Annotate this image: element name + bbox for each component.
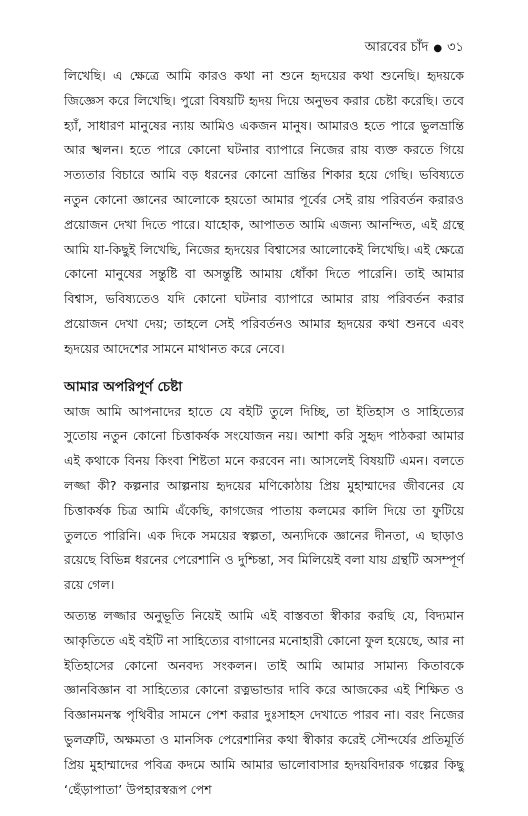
running-header: [64, 38, 464, 58]
body-paragraph-2: আজ আমি আপনাদের হাতে যে বইটি তুলে দিচ্ছি, তা ইতিহাস ও সাহিত্যের সুতোয় নতুন কোনো চিত্তাকর্ষক সংযোজন নয়। আশা করি সুহৃদ পাঠকরা আমার এই কথাকে বিনয় কিংবা শিষ্টতা মনে করবেন না। আসলেই বিষয়টি এমন। বলতে লজ্জা কী? কল্পনার আল্পনায় হৃদয়ের মণিকোঠায় প্রিয় মুহাম্মাদের জীবনের যে চিত্তাকর্ষক চিত্র আমি এঁকেছি, কাগজের পাতায় কলমের কালি দিয়ে তা ফুটিয়ে তুলতে পারিনি। এক দিকে সময়ের স্বল্পতা, অন্যদিকে জ্ঞানের দীনতা, এ ছাড়াও রয়েছে বিভিন্ন ধরনের পেরেশানি ও দুশ্চিন্তা, সব মিলিয়েই বলা যায় গ্রন্থটি অসম্পূর্ণ রয়ে গেল।: [64, 403, 464, 593]
body-paragraph-3: অত্যন্ত লজ্জার অনুভূতি নিয়েই আমি এই বাস্তবতা স্বীকার করছি যে, বিদ্যমান আকৃতিতে এই বইটি না সাহিত্যের বাগানের মনোহারী কোনো ফুল হয়েছে, আর না ইতিহাসের কোনো অনবদ্য সংকলন। তাই আমি আমার সামান্য কিতাবকে জ্ঞানবিজ্ঞান বা সাহিত্যের কোনো রত্নভান্ডার দাবি করে আজকের এই শিক্ষিত ও বিজ্ঞানমনস্ক পৃথিবীর সামনে পেশ করার দুঃসাহস দেখাতে পারব না। বরং নিজের ভুলত্রুটি, অক্ষমতা ও মানসিক পেরেশানির কথা স্বীকার করেই সৌন্দর্যের প্রতিমূর্তি প্রিয় মুহাম্মাদের পবিত্র কদমে আমি আমার ভালোবাসার হৃদয়বিদারক গল্পের কিছু ‘ছেঁড়াপাতা’ উপহারস্বরূপ পেশ: [64, 607, 464, 797]
body-paragraph-1: লিখেছি। এ ক্ষেত্রে আমি কারও কথা না শুনে হৃদয়ের কথা শুনেছি। হৃদয়কে জিজ্ঞেস করে লিখেছি। পুরো বিষয়টি হৃদয় দিয়ে অনুভব করার চেষ্টা করেছি। তবে হ্যাঁ, সাধারণ মানুষের ন্যায় আমিও একজন মানুষ। আমারও হতে পারে ভুলভ্রান্তি আর স্খলন। হতে পারে কোনো ঘটনার ব্যাপারে নিজের রায় ব্যক্ত করতে গিয়ে সত্যতার বিচারে আমি বড় ধরনের কোনো ভ্রান্তির শিকার হয়ে গেছি। ভবিষ্যতে নতুন কোনো জ্ঞানের আলোকে হয়তো আমার পূর্বের সেই রায় পরিবর্তন করারও প্রয়োজন দেখা দিতে পারে। যাহোক, আপাতত আমি এজন্য আনন্দিত, এই গ্রন্থে আমি যা-কিছুই লিখেছি, নিজের হৃদয়ের বিশ্বাসের আলোকেই লিখেছি। এই ক্ষেত্রে কোনো মানুষের সন্তুষ্টি বা অসন্তুষ্টি আমায় ধোঁকা দিতে পারেনি। তাই আমার বিশ্বাস, ভবিষ্যতেও যদি কোনো ঘটনার ব্যাপারে আমার রায় পরিবর্তন করার প্রয়োজন দেখা দেয়; তাহলে সেই পরিবর্তনও আমার হৃদয়ের কথা শুনবে এবং হৃদয়ের আদেশের সামনে মাথানত করে নেবে।: [64, 68, 464, 356]
page-number: ৩১: [447, 39, 464, 55]
separator-bullet-icon: ●: [433, 42, 443, 54]
section-heading: আমার অপরিপূর্ণ চেষ্টা: [64, 378, 183, 395]
book-page: [64, 38, 464, 802]
running-title: আরবের চাঁদ: [364, 39, 429, 55]
